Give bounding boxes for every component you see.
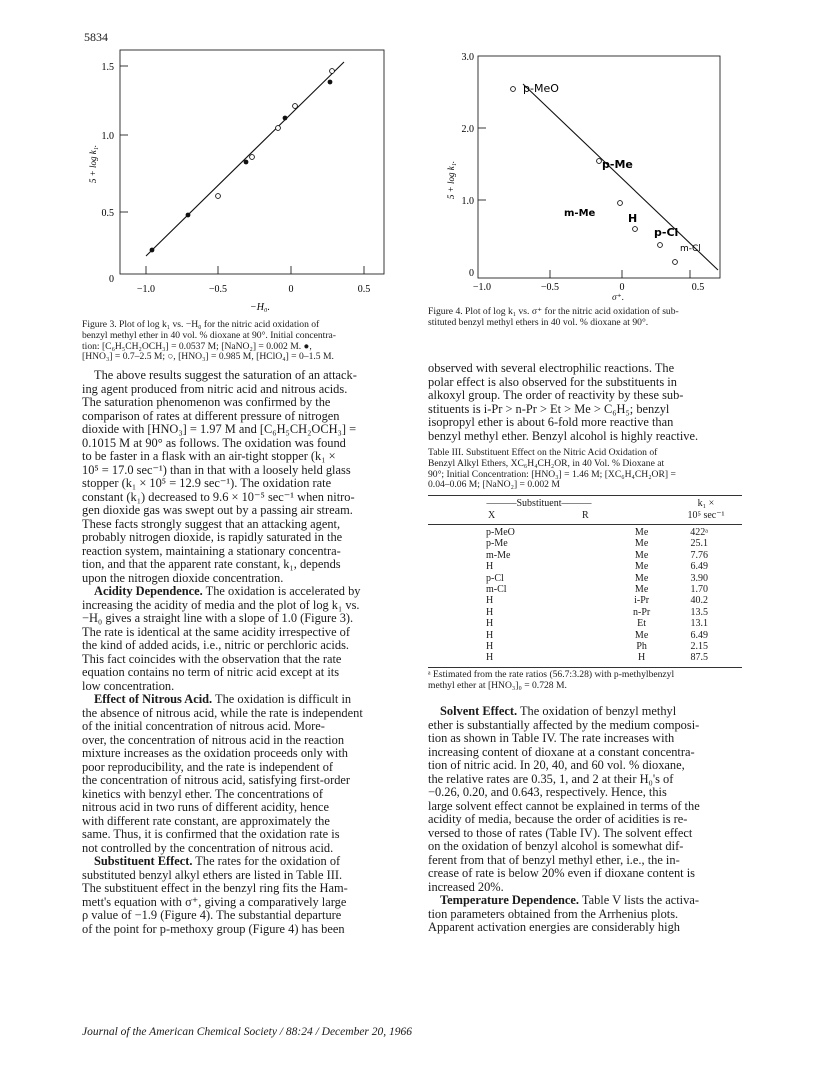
fig4-ytick-label: 2.0 bbox=[461, 124, 474, 135]
text-line: mett's equation with σ⁺, giving a comparatively large bbox=[82, 894, 347, 909]
fig3-point-open bbox=[276, 126, 281, 131]
table-cell-r: Ph bbox=[636, 641, 647, 653]
fig3-point-open bbox=[330, 69, 335, 74]
text-line: observed with several electrophilic reactions. The bbox=[428, 361, 675, 375]
table-cell-k: 2.15 bbox=[690, 641, 708, 653]
table-cell-r: Et bbox=[637, 618, 647, 630]
fig4-point-m-cl bbox=[673, 260, 678, 265]
text-line: gen dioxide gas was swept out by a passing air stream. bbox=[82, 503, 353, 517]
table-3-bottom-rule bbox=[428, 667, 742, 668]
footnote-line: methyl ether at [HNO₃]₀ = 0.728 M. bbox=[428, 679, 567, 691]
text-line: stopper (k₁ × 10⁵ = 12.9 sec⁻¹). The oxidation rate bbox=[82, 476, 332, 490]
text-line: with different rate constant, are approximately the bbox=[82, 813, 330, 828]
text-line: dioxide with [HNO₃] = 1.97 M and [C₆H₅CH₂OCH₃] = bbox=[82, 422, 357, 436]
caption-line: Figure 3. Plot of log k₁ vs. −H₀ for the nitric acid oxidation of bbox=[82, 319, 320, 330]
table-row bbox=[428, 550, 742, 561]
table-cell-x: H bbox=[486, 652, 494, 664]
text-line: tion as shown in Table IV. The rate increases with bbox=[428, 731, 675, 745]
text-line: The rate is identical at the same acidity irrespective of bbox=[82, 624, 351, 639]
table-cell-k: 6.49 bbox=[690, 629, 708, 641]
table-cell-r: Me bbox=[634, 538, 649, 550]
fig4-ytick-label: 0 bbox=[469, 268, 474, 279]
text-line: versed to those of rates (Table IV). The solvent effect bbox=[428, 825, 693, 840]
text-line: stituents is i-Pr > n-Pr > Et > Me > C₆H₅; benzyl bbox=[428, 401, 670, 416]
table-row bbox=[428, 607, 742, 618]
fig4-ytick-label: 1.0 bbox=[461, 196, 474, 207]
table-cell-x: H bbox=[486, 561, 494, 573]
table-cell-k: 6.49 bbox=[690, 561, 708, 573]
table-row bbox=[428, 641, 742, 652]
table-cell-x: p-Cl bbox=[486, 572, 504, 584]
fig4-point-h bbox=[633, 227, 638, 232]
text-line: increasing content of dioxane at a constant concentra- bbox=[428, 744, 695, 759]
text-line: poor reproducibility, and the rate is independent of bbox=[82, 759, 334, 774]
table-3-col-k-line2: 10⁵ sec⁻¹ bbox=[687, 510, 725, 521]
table-cell-r: Me bbox=[634, 584, 649, 596]
text-line: benzyl methyl ether. Benzyl alcohol is highly reactive. bbox=[428, 428, 699, 443]
text-line: the kind of added acids, i.e., nitric or perchloric acids. bbox=[82, 638, 349, 652]
text-line: the absence of nitrous acid, while the rate is independent bbox=[82, 705, 363, 720]
text-line: substituted benzyl alkyl ethers are listed in Table III. bbox=[82, 867, 343, 882]
text-line: Substituent Effect. The rates for the oxidation of bbox=[94, 854, 341, 868]
text-line: Acidity Dependence. The oxidation is accelerated by bbox=[94, 584, 361, 598]
fig3-xtick-label: −1.0 bbox=[136, 284, 156, 295]
text-line: Apparent activation energies are considerably high bbox=[428, 920, 680, 934]
table-title-line: 0.04–0.06 M; [NaNO₂] = 0.002 M bbox=[428, 479, 560, 491]
table-3-footnote bbox=[428, 670, 744, 692]
table-row bbox=[428, 538, 742, 549]
fig3-xtick-label: 0 bbox=[288, 284, 294, 295]
text-line: Effect of Nitrous Acid. The oxidation is difficult in bbox=[94, 692, 352, 706]
table-cell-x: H bbox=[486, 595, 494, 607]
table-cell-k: 40.2 bbox=[690, 595, 708, 607]
fig3-point-filled bbox=[186, 213, 191, 218]
fig3-point-filled bbox=[150, 248, 155, 253]
fig4-xtick-label: 0 bbox=[619, 282, 625, 293]
figure-3-plot bbox=[82, 44, 412, 314]
table-cell-k: 3.90 bbox=[690, 572, 708, 584]
text-line: increasing the acidity of media and the plot of log k₁ vs. bbox=[82, 597, 360, 612]
text-line: The above results suggest the saturation of an attack- bbox=[94, 368, 357, 382]
table-cell-r: n-Pr bbox=[632, 606, 651, 618]
table-3-col-r: R bbox=[582, 510, 589, 521]
text-line: same. Thus, it is confirmed that the oxidation rate is bbox=[82, 827, 340, 841]
caption-line: benzyl methyl ether in 40 vol. % dioxane at 90°. Initial concentra- bbox=[82, 329, 336, 341]
fig4-xtick-label: 0.5 bbox=[691, 282, 705, 293]
text-line: ferent from that of benzyl methyl ether, i.e., the in- bbox=[428, 852, 680, 867]
figure-3-frame bbox=[120, 50, 384, 274]
fig3-point-open bbox=[250, 155, 255, 160]
fig3-x-axis-label: −H₀. bbox=[250, 302, 270, 313]
text-line: −0.26, 0.20, and 0.643, respectively. Hence, this bbox=[428, 785, 667, 799]
text-line: probably nitrogen dioxide, is rapidly saturated in the bbox=[82, 530, 343, 544]
fig4-point-m-me bbox=[618, 201, 623, 206]
text-line: The substituent effect in the benzyl ring fits the Ham- bbox=[82, 881, 348, 895]
text-line: These facts strongly suggest that an attacking agent, bbox=[82, 516, 341, 531]
fig3-y-axis-label: 5 + log k₁. bbox=[88, 144, 98, 184]
right-column-top-text bbox=[428, 362, 740, 443]
text-line: This fact coincides with the observation that the rate bbox=[82, 651, 342, 666]
table-cell-x: m-Me bbox=[486, 549, 511, 561]
table-cell-x: H bbox=[486, 618, 494, 630]
table-3-group-header: ———Substituent——— bbox=[486, 498, 592, 509]
fig4-label-h: H bbox=[628, 212, 638, 225]
table-3-header-rule bbox=[428, 524, 742, 525]
table-cell-x: H bbox=[486, 641, 494, 653]
table-row bbox=[428, 618, 742, 629]
footnote-line: ᵃ Estimated from the rate ratios (56.7:3.28) with p-methylbenzyl bbox=[428, 669, 675, 680]
fig4-point-p-cl bbox=[658, 243, 663, 248]
table-cell-r: Me bbox=[634, 527, 649, 538]
text-line: ρ value of −1.9 (Figure 4). The substantial departure bbox=[82, 908, 342, 922]
text-line: Solvent Effect. The oxidation of benzyl methyl bbox=[440, 704, 677, 718]
table-cell-r: Me bbox=[634, 629, 649, 641]
table-3-title bbox=[428, 448, 744, 491]
fig4-point-p-me bbox=[597, 159, 602, 164]
text-line: upon the nitrogen dioxide concentration. bbox=[82, 570, 284, 585]
caption-line: [HNO₃] = 0.7–2.5 M; ○, [HNO₃] = 0.985 M, [HClO₄] = 0–1.5 M. bbox=[82, 351, 334, 363]
fig4-ytick-label: 3.0 bbox=[461, 52, 474, 63]
table-cell-k: 25.1 bbox=[690, 538, 708, 550]
fig4-xtick-label: −0.5 bbox=[540, 282, 560, 293]
table-cell-k: 13.1 bbox=[690, 618, 708, 630]
text-line: tion parameters obtained from the Arrhenius plots. bbox=[428, 906, 679, 921]
text-line: mixture increases as the oxidation proceeds only with bbox=[82, 746, 348, 760]
table-cell-k: 7.76 bbox=[690, 549, 708, 561]
fig3-ytick-label: 0 bbox=[109, 274, 114, 285]
table-cell-x: H bbox=[486, 629, 494, 641]
text-line: increased 20%. bbox=[428, 879, 504, 894]
table-title-line: Benzyl Alkyl Ethers, XC₆H₄CH₂OR, in 40 Vol. % Dioxane at bbox=[428, 457, 665, 469]
table-3-header bbox=[428, 497, 742, 523]
text-line: ing agent produced from nitric acid and nitrous acids. bbox=[82, 381, 348, 396]
table-cell-k: 13.5 bbox=[690, 606, 708, 618]
table-3-col-x: X bbox=[488, 510, 496, 521]
table-cell-k: 1.70 bbox=[690, 584, 708, 596]
table-cell-r: i-Pr bbox=[634, 595, 650, 607]
caption-line: Figure 4. Plot of log k₁ vs. σ⁺ for the nitric acid oxidation of sub- bbox=[428, 306, 679, 317]
text-line: constant (k₁) decreased to 9.6 × 10⁻⁵ sec⁻¹ when nitro- bbox=[82, 489, 355, 504]
text-line: of the point for p-methoxy group (Figure 4) has been bbox=[82, 921, 345, 936]
text-line: polar effect is also observed for the substituents in bbox=[428, 374, 677, 389]
fig3-point-filled bbox=[328, 80, 333, 85]
text-line: low concentration. bbox=[82, 678, 175, 693]
table-row bbox=[428, 652, 742, 663]
table-cell-r: Me bbox=[634, 561, 649, 573]
text-line: Temperature Dependence. Table V lists the activa- bbox=[440, 893, 699, 907]
table-row bbox=[428, 630, 742, 641]
text-line: ether is substantially affected by the medium composi- bbox=[428, 717, 700, 732]
left-column-text bbox=[82, 369, 412, 936]
table-cell-x: H bbox=[486, 606, 494, 618]
text-line: over, the concentration of nitrous acid in the reaction bbox=[82, 732, 345, 747]
text-line: comparison of rates at different pressure of nitrogen bbox=[82, 408, 340, 423]
text-line: tion of nitric acid. In 20, 40, and 60 vol. % dioxane, bbox=[428, 758, 685, 772]
fig4-xtick-label: −1.0 bbox=[472, 282, 492, 293]
text-line: crease of rate is below 20% even if dioxane content is bbox=[428, 866, 695, 880]
fig4-x-axis-label: σ⁺. bbox=[612, 293, 625, 303]
table-title-line: Table III. Substituent Effect on the Nitric Acid Oxidation of bbox=[428, 447, 658, 458]
text-line: the relative rates are 0.35, 1, and 2 at their H₀'s of bbox=[428, 771, 674, 786]
text-line: The saturation phenomenon was confirmed by the bbox=[82, 395, 331, 409]
table-cell-r: H bbox=[637, 652, 646, 664]
figure-3-fit-line bbox=[146, 62, 344, 256]
text-line: acidity of media, because the order of acidities is re- bbox=[428, 812, 688, 826]
table-cell-r: Me bbox=[634, 549, 649, 561]
table-3 bbox=[428, 527, 742, 664]
fig3-point-open bbox=[216, 194, 221, 199]
table-cell-x: m-Cl bbox=[486, 584, 507, 596]
table-row bbox=[428, 561, 742, 572]
text-line: on the oxidation of benzyl alcohol is somewhat dif- bbox=[428, 839, 684, 853]
caption-line: stituted benzyl methyl ethers in 40 vol. % dioxane at 90°. bbox=[428, 316, 649, 328]
text-line: alkoxyl group. The order of reactivity by these sub- bbox=[428, 388, 684, 402]
text-line: tion, and that the apparent rate constant, k₁, depends bbox=[82, 557, 341, 571]
figure-3-caption bbox=[82, 320, 410, 363]
text-line: the concentration of nitrous acid, satisfying first-order bbox=[82, 773, 351, 787]
table-cell-k: 422ᵃ bbox=[690, 527, 708, 538]
text-line: reaction system, maintaining a stationary concentra- bbox=[82, 543, 341, 558]
table-row bbox=[428, 573, 742, 584]
fig3-point-filled bbox=[283, 116, 288, 121]
fig3-ytick-label: 1.0 bbox=[101, 131, 114, 142]
text-line: equation contains no term of nitric acid except at its bbox=[82, 665, 340, 679]
fig3-point-open bbox=[293, 104, 298, 109]
table-title-line: 90°; Initial Concentration: [HNO₃] = 1.46 M; [XC₆H₄CH₂OR] = bbox=[428, 468, 676, 480]
text-line: 10⁵ = 17.0 sec⁻¹) than in that with a loosely held glass bbox=[82, 462, 351, 477]
page-number: 5834 bbox=[84, 30, 108, 44]
table-cell-x: p-MeO bbox=[486, 527, 515, 538]
figure-4-plot bbox=[428, 50, 738, 298]
text-line: nitrous acid in two runs of different acidity, hence bbox=[82, 800, 330, 814]
text-line: kinetics with benzyl ether. The concentrations of bbox=[82, 786, 323, 801]
fig4-label-p-cl: p-Cl bbox=[654, 226, 679, 239]
table-cell-k: 87.5 bbox=[690, 652, 708, 664]
fig4-label-p-meo: p-MeO bbox=[523, 82, 559, 95]
table-cell-r: Me bbox=[634, 572, 649, 584]
journal-footer: Journal of the American Chemical Society / 88:24 / December 20, 1966 bbox=[82, 1026, 413, 1038]
fig4-label-m-me: m-Me bbox=[564, 208, 596, 219]
fig3-ytick-label: 0.5 bbox=[101, 208, 114, 219]
text-line: not controlled by the concentration of nitrous acid. bbox=[82, 840, 334, 855]
text-line: to be faster in a flask with an air-tight stopper (k₁ × bbox=[82, 449, 336, 463]
fig3-point-filled bbox=[244, 160, 249, 165]
table-cell-x: p-Me bbox=[486, 538, 508, 550]
table-row bbox=[428, 595, 742, 606]
text-line: large solvent effect cannot be explained in terms of the bbox=[428, 798, 700, 813]
text-line: isopropyl ether is about 6-fold more reactive than bbox=[428, 415, 674, 429]
text-line: of the initial concentration of nitrous acid. More- bbox=[82, 719, 325, 733]
fig3-ytick-label: 1.5 bbox=[101, 62, 114, 73]
right-column-bottom-text bbox=[428, 705, 740, 935]
table-3-col-k-line1: k₁ × bbox=[697, 498, 715, 509]
caption-line: tion: [C₆H₅CH₂OCH₃] = 0.0537 M; [NaNO₂] = 0.002 M. ●, bbox=[82, 340, 312, 352]
fig4-y-axis-label: 5 + log k₁. bbox=[446, 160, 456, 200]
fig3-xtick-label: −0.5 bbox=[208, 284, 228, 295]
table-row bbox=[428, 527, 742, 538]
table-row bbox=[428, 584, 742, 595]
text-line: 0.1015 M at 90° as follows. The oxidation was found bbox=[82, 435, 346, 450]
figure-4-caption bbox=[428, 307, 740, 329]
table-3-top-rule bbox=[428, 495, 742, 496]
figure-4-fit-line bbox=[523, 84, 718, 270]
text-line: −H₀ gives a straight line with a slope of 1.0 (Figure 3). bbox=[82, 611, 354, 625]
fig3-xtick-label: 0.5 bbox=[357, 284, 371, 295]
fig4-label-p-me: p-Me bbox=[602, 158, 633, 171]
fig4-point-p-meo bbox=[511, 87, 516, 92]
fig4-label-m-cl: m-Cl bbox=[680, 244, 701, 254]
